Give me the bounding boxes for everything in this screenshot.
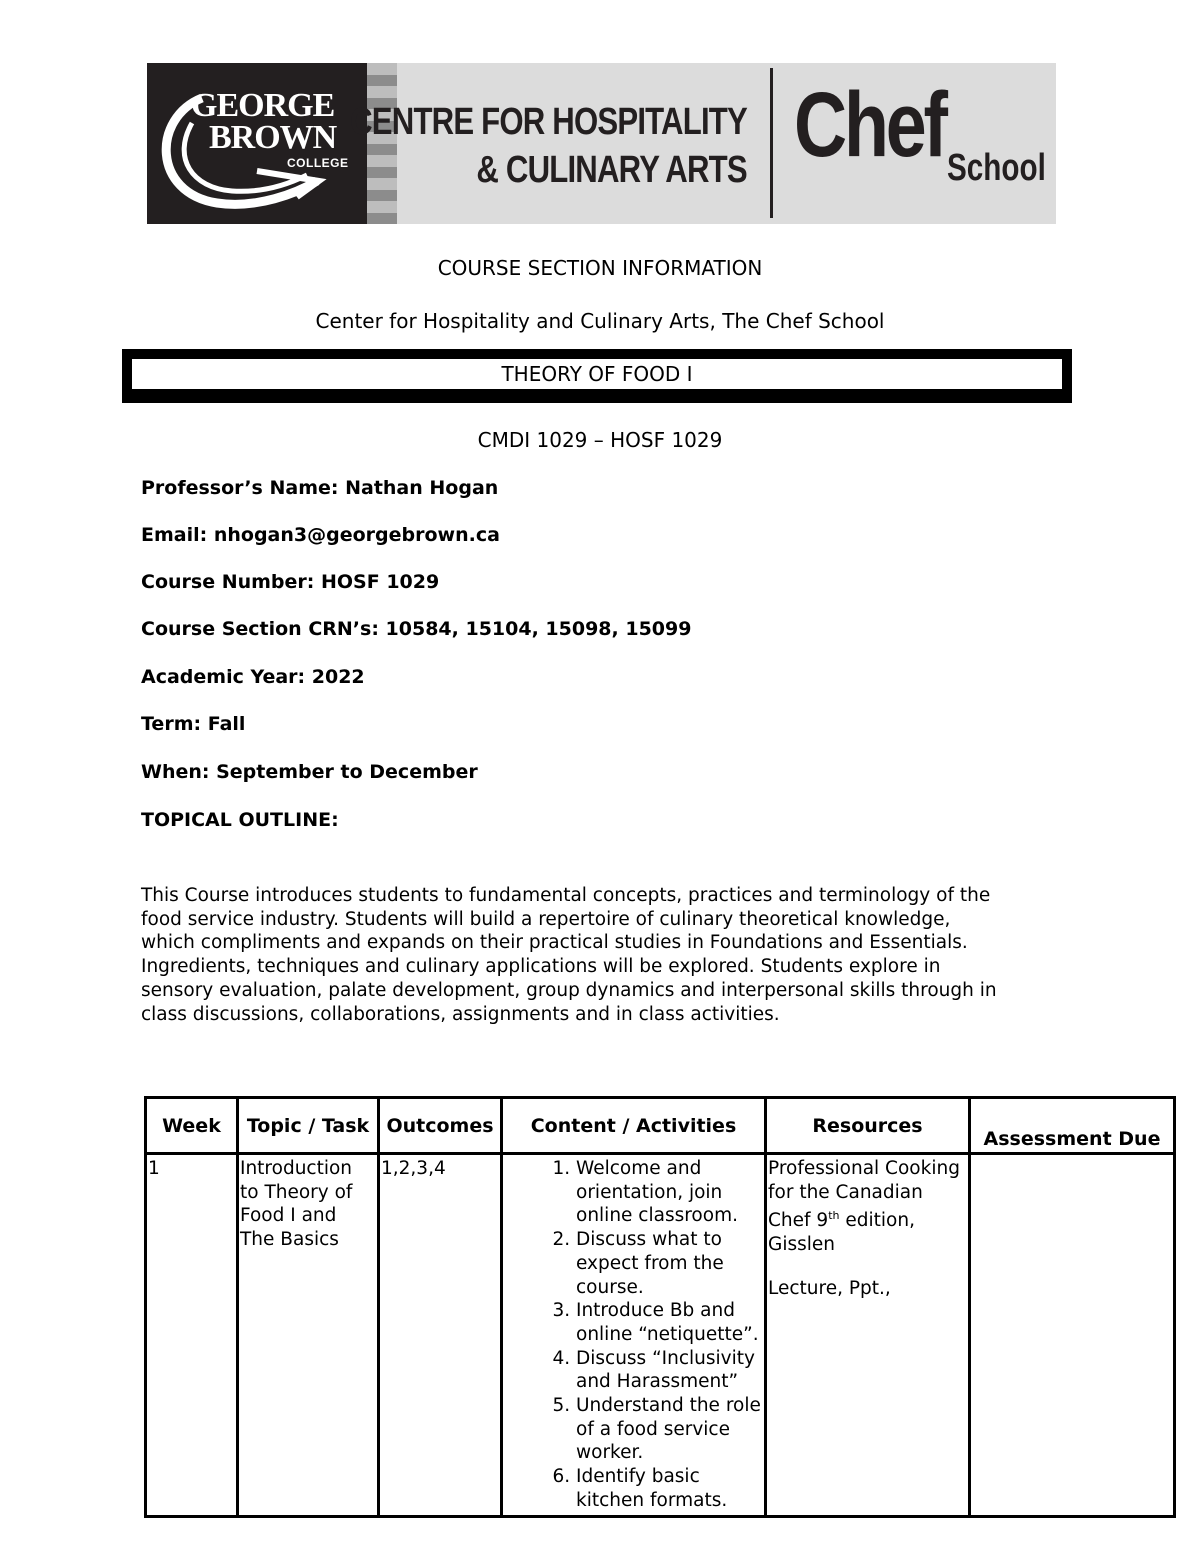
professor-name: Professor’s Name: Nathan Hogan — [141, 477, 499, 499]
cell-outcomes: 1,2,3,4 — [379, 1154, 502, 1517]
logo-word-george: GEORGE — [191, 87, 335, 124]
resource-text-tail: edition, Gisslen — [768, 1210, 915, 1256]
when: When: September to December — [141, 761, 478, 783]
course-title-box — [122, 349, 1072, 403]
table-header-row — [146, 1098, 1175, 1154]
cell-assessment — [970, 1154, 1175, 1517]
department-subheading: Center for Hospitality and Culinary Arts, The Chef School — [315, 309, 885, 333]
description-line: class discussions, collaborations, assignments and in class activities. — [141, 1003, 780, 1025]
resource-extra: Lecture, Ppt., — [768, 1277, 891, 1299]
list-item: 1. Welcome and orientation, join online classroom. — [576, 1157, 763, 1228]
centre-title-line1: CENTRE FOR HOSPITALITY — [350, 101, 747, 143]
column-header-outcomes: Outcomes — [379, 1098, 502, 1154]
logo-word-college: COLLEGE — [287, 156, 349, 170]
list-item: 3. Introduce Bb and online “netiquette”. — [576, 1299, 763, 1346]
resource-superscript: th — [828, 1209, 840, 1223]
cell-resources — [766, 1154, 970, 1517]
term: Term: Fall — [141, 713, 246, 735]
list-item: 5. Understand the role of a food service worker. — [576, 1394, 763, 1465]
outline-table — [144, 1096, 1176, 1518]
resource-text: Professional Cooking for the Canadian Chef 9 — [768, 1158, 960, 1232]
centre-title-line2: & CULINARY ARTS — [476, 149, 747, 191]
header-banner — [147, 63, 1056, 224]
column-header-activities: Content / Activities — [502, 1098, 766, 1154]
description-line: sensory evaluation, palate development, group dynamics and interpersonal skills through in — [141, 979, 997, 1001]
list-item: 2. Discuss what to expect from the course. — [576, 1228, 763, 1299]
course-section-crns: Course Section CRN’s: 10584, 15104, 15098, 15099 — [141, 618, 692, 640]
cell-week: 1 — [146, 1154, 238, 1517]
course-title: THEORY OF FOOD I — [132, 359, 1062, 389]
logo-word-brown: BROWN — [209, 119, 337, 156]
academic-year: Academic Year: 2022 — [141, 666, 365, 688]
course-codes: CMDI 1029 – HOSF 1029 — [477, 428, 723, 452]
email: Email: nhogan3@georgebrown.ca — [141, 524, 500, 546]
list-item: 6. Identify basic kitchen formats. — [576, 1465, 763, 1512]
column-header-topic: Topic / Task — [238, 1098, 379, 1154]
school-wordmark: School — [947, 147, 1046, 189]
cell-activities — [502, 1154, 766, 1517]
description-line: which compliments and expands on their practical studies in Foundations and Essentials. — [141, 932, 968, 954]
list-item: 4. Discuss “Inclusivity and Harassment” — [576, 1347, 763, 1394]
description-line: This Course introduces students to fundamental concepts, practices and terminology of the — [141, 885, 991, 906]
course-description — [141, 884, 1081, 1026]
section-heading: COURSE SECTION INFORMATION — [437, 256, 763, 280]
george-brown-logo — [147, 63, 367, 224]
course-number: Course Number: HOSF 1029 — [141, 571, 440, 593]
activities-list — [504, 1157, 763, 1513]
table-row — [146, 1154, 1175, 1517]
chef-wordmark: Chef — [794, 74, 945, 176]
topical-outline-heading: TOPICAL OUTLINE: — [141, 809, 339, 831]
cell-topic: Introduction to Theory of Food I and The Basics — [238, 1154, 379, 1517]
description-line: Ingredients, techniques and culinary applications will be explored. Students explore in — [141, 956, 941, 978]
column-header-assessment: Assessment Due — [970, 1098, 1175, 1154]
banner-divider — [770, 68, 773, 218]
column-header-resources: Resources — [766, 1098, 970, 1154]
description-line: food service industry. Students will build a repertoire of culinary theoretical knowledge, — [141, 908, 951, 930]
column-header-week: Week — [146, 1098, 238, 1154]
